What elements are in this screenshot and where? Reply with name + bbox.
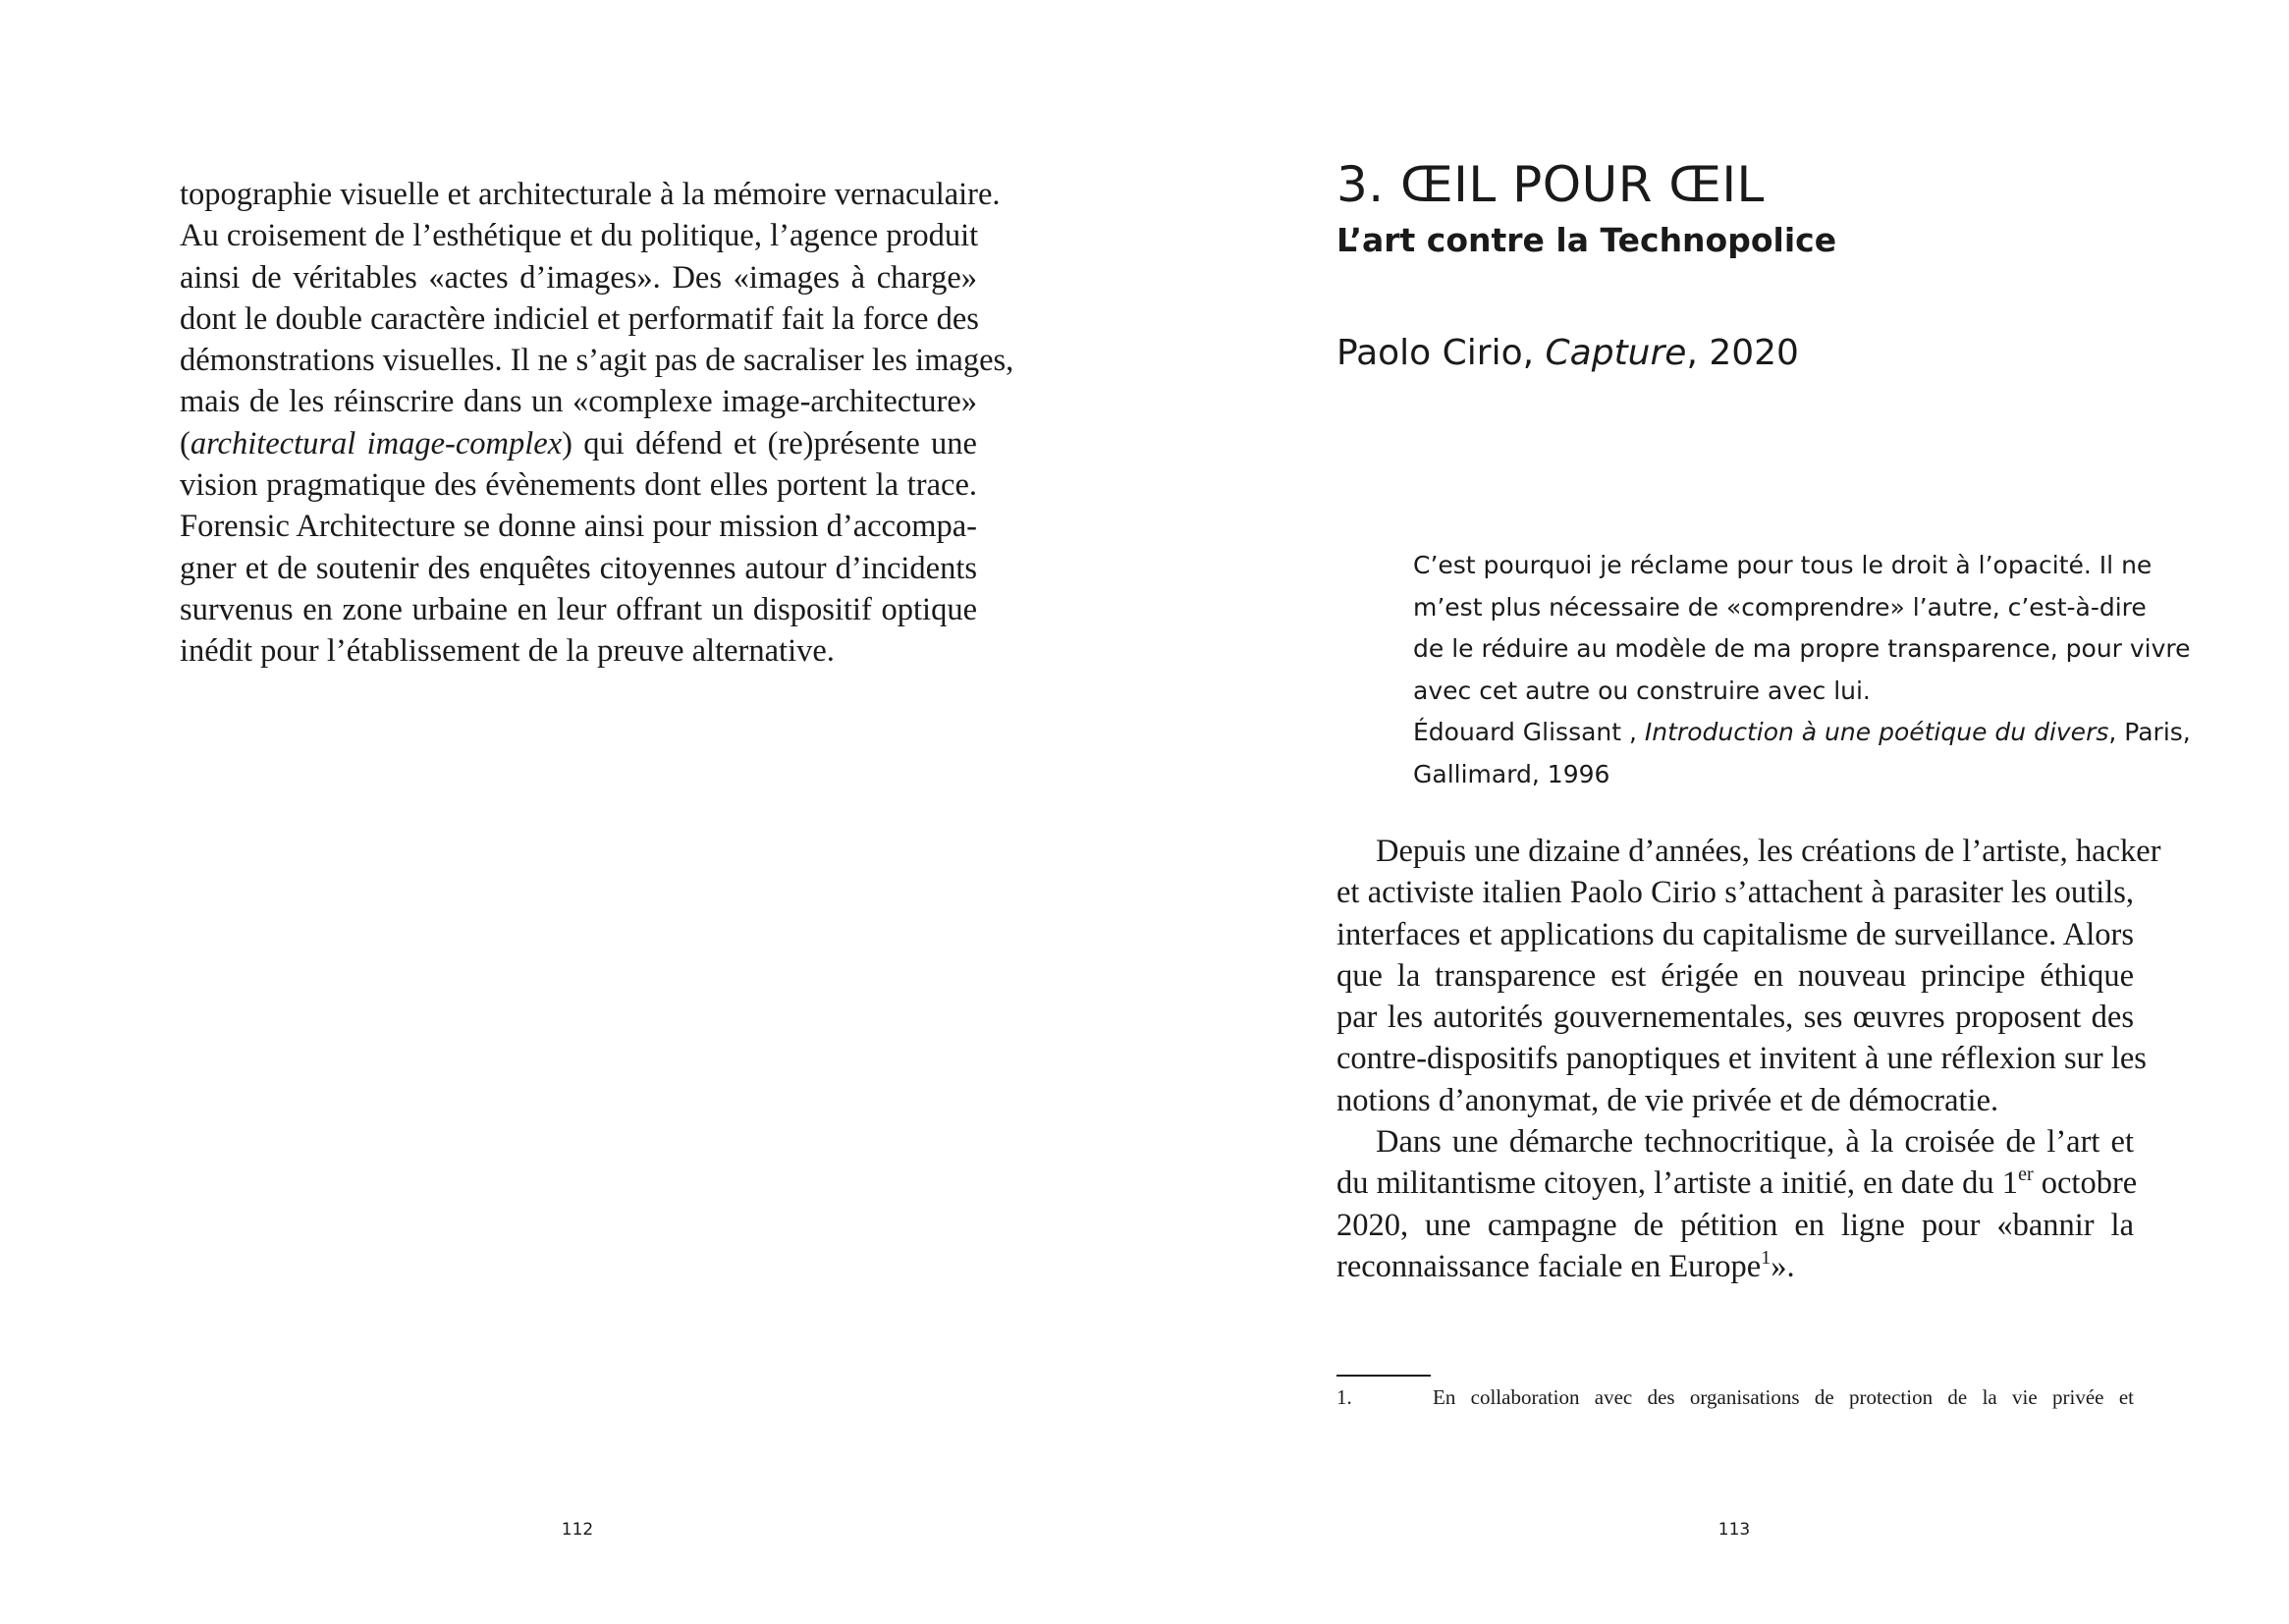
text-fragment: ) qui défend et (re)présente une xyxy=(562,425,977,461)
epigraph-line: m’est plus nécessaire de «comprendre» l’autre, c’est-à-dire xyxy=(1413,592,2147,622)
text-line: 2020, une campagne de pétition en ligne pour «bannir la xyxy=(1336,1207,2134,1243)
text-line: interfaces et applications du capitalisme de surveillance. Alors xyxy=(1336,916,2134,952)
text-line: inédit pour l’établissement de la preuve alternative. xyxy=(180,633,835,670)
text-fragment: ( xyxy=(180,425,191,461)
text-line: topographie visuelle et architecturale à la mémoire vernaculaire. xyxy=(180,177,1001,212)
text-line: vision pragmatique des évènements dont elles portent la trace. xyxy=(180,467,977,504)
attribution-title: Introduction à une poétique du divers xyxy=(1644,718,2109,746)
footnote-divider xyxy=(1336,1375,1431,1377)
text-line: contre-dispositifs panoptiques et invitent à une réflexion sur les xyxy=(1336,1041,2147,1077)
text-line xyxy=(1336,1246,2134,1287)
text-line: Au croisement de l’esthétique et du politique, l’agence produit xyxy=(180,218,979,254)
text-fragment: octobre xyxy=(2033,1165,2138,1202)
epigraph-attribution xyxy=(1413,712,2191,754)
page-number-right: 113 xyxy=(1717,1520,1751,1540)
text-line xyxy=(180,423,977,464)
epigraph-line: de le réduire au modèle de ma propre transparence, pour vivre xyxy=(1413,634,2191,663)
chapter-title: 3. ŒIL POUR ŒIL xyxy=(1336,156,1765,213)
left-body-text xyxy=(180,174,1014,673)
text-fragment: du militantisme citoyen, l’artiste a initié, en date du 1 xyxy=(1336,1165,2019,1202)
page-number-left: 112 xyxy=(561,1520,594,1540)
text-fragment: reconnaissance faciale en Europe xyxy=(1336,1248,1762,1284)
right-body-text xyxy=(1336,831,2161,1287)
epigraph-attribution-publisher: Gallimard, 1996 xyxy=(1413,759,1610,788)
footnote-reference[interactable]: 1 xyxy=(1761,1246,1771,1269)
text-line: et activiste italien Paolo Cirio s’attachent à parasiter les outils, xyxy=(1336,875,2134,911)
footnote-text: En collaboration avec des organisations de protection de la vie privée et xyxy=(1433,1385,2134,1409)
artwork-title: Capture xyxy=(1545,333,1687,373)
text-line: Depuis une dizaine d’années, les créations de l’artiste, hacker xyxy=(1376,834,2161,869)
attribution-author: Édouard Glissant , xyxy=(1413,718,1645,746)
artwork-year: , 2020 xyxy=(1686,333,1799,373)
text-line: ainsi de véritables «actes d’images». Des «images à charge» xyxy=(180,259,977,296)
epigraph-line: avec cet autre ou construire avec lui. xyxy=(1413,676,1871,705)
text-line: dont le double caractère indiciel et performatif fait la force des xyxy=(180,300,979,337)
epigraph xyxy=(1413,545,2191,795)
text-fragment: ». xyxy=(1771,1248,1795,1284)
epigraph-line: C’est pourquoi je réclame pour tous le droit à l’opacité. Il ne xyxy=(1413,551,2153,579)
italic-term: architectural image-complex xyxy=(190,425,563,461)
artwork-artist: Paolo Cirio, xyxy=(1336,333,1546,373)
text-line: mais de les réinscrire dans un «complexe image-architecture» xyxy=(180,384,977,420)
chapter-subtitle: L’art contre la Technopolice xyxy=(1336,221,1837,259)
text-line: gner et de soutenir des enquêtes citoyennes autour d’incidents xyxy=(180,550,977,586)
text-line: Dans une démarche technocritique, à la croisée de l’art et xyxy=(1376,1124,2134,1161)
artwork-caption xyxy=(1336,330,1799,377)
text-line: par les autorités gouvernementales, ses œuvres proposent des xyxy=(1336,1000,2134,1036)
text-line: notions d’anonymat, de vie privée et de démocratie. xyxy=(1336,1082,1999,1118)
text-line: Forensic Architecture se donne ainsi pour mission d’accompa- xyxy=(180,509,977,545)
left-page xyxy=(0,0,1144,1624)
text-line: survenus en zone urbaine en leur offrant un dispositif optique xyxy=(180,591,977,627)
text-line: démonstrations visuelles. Il ne s’agit pas de sacraliser les images, xyxy=(180,343,1014,379)
ordinal-superscript: er xyxy=(2018,1164,2034,1186)
text-line xyxy=(1336,1163,2138,1204)
text-line: que la transparence est érigée en nouveau principe éthique xyxy=(1336,957,2134,994)
footnote-number: 1. xyxy=(1336,1385,1352,1409)
attribution-publisher: , Paris, xyxy=(2108,718,2191,746)
